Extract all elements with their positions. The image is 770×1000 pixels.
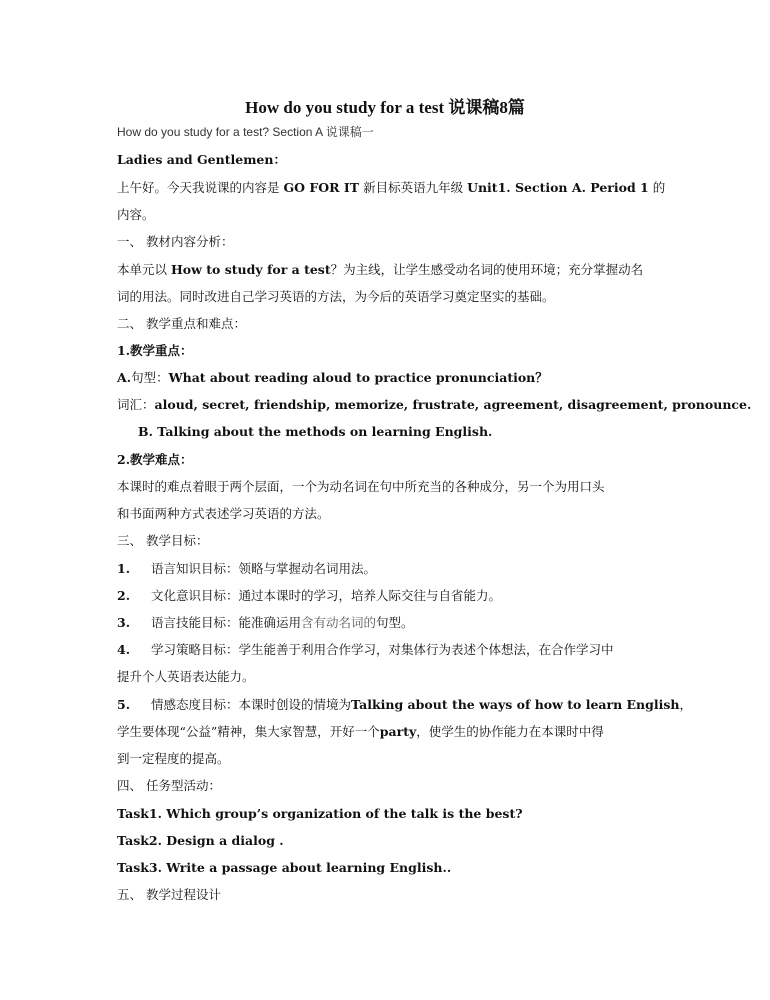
section-1-line-1: [117, 262, 643, 278]
sentence-pattern-line: [117, 370, 548, 386]
vocab-label: 词汇：: [117, 397, 155, 412]
goal-number: 1.: [117, 561, 131, 576]
section-heading-3: 三、 教学目标：: [117, 533, 209, 548]
intro-text: 上午好。今天我说课的内容是: [117, 180, 280, 195]
goal-text: 情感态度目标：本课时创设的情境为: [151, 697, 352, 712]
section-1-text: ？为主线，让学生感受动名词的使用环境；充分掌握动名: [330, 262, 644, 277]
goal-text: 语言技能目标：能准确运用: [151, 615, 302, 630]
difficult-points-line-1: 本课时的难点着眼于两个层面，一个为动名词在句中所充当的各种成分，另一个为用口头: [117, 479, 605, 494]
goal-item-1: [117, 561, 376, 577]
intro-text: 新目标英语九年级: [363, 180, 464, 195]
vocabulary-list: aloud, secret, friendship, memorize, frustrate, agreement, disagreement, pronounce.: [154, 397, 752, 412]
goal-item-4-cont: 提升个人英语表达能力。: [117, 669, 255, 684]
item-label: A.: [117, 370, 132, 385]
goal-item-2: [117, 588, 501, 604]
goal-text: 句型。: [376, 615, 414, 630]
section-heading-1: 一、 教材内容分析：: [117, 234, 234, 249]
task-3: Task3. Write a passage about learning English..: [117, 860, 452, 875]
vocabulary-line: [117, 397, 751, 413]
difficult-points-heading: 2.教学难点：: [117, 452, 193, 467]
goal-text: 学生要体现“公益”精神，集大家智慧，开好一个: [117, 724, 380, 739]
goal-text: 语言知识目标：领略与掌握动名词用法。: [151, 561, 377, 576]
item-text: 句型：: [131, 370, 169, 385]
greeting: Ladies and Gentlemen：: [117, 152, 286, 167]
goal-text: 文化意识目标：通过本课时的学习，培养人际交往与自省能力。: [151, 588, 502, 603]
party-word: party: [379, 724, 417, 739]
situation-title: Talking about the ways of how to learn English: [351, 697, 680, 712]
intro-line-1: [117, 180, 665, 196]
section-heading-2: 二、 教学重点和难点：: [117, 316, 246, 331]
goal-item-5-cont-2: 到一定程度的提高。: [117, 751, 230, 766]
goal-text: 含有动名词的: [301, 615, 377, 630]
goal-item-4: [117, 642, 614, 658]
goal-text: 学习策略目标：学生能善于利用合作学习，对集体行为表述个体想法，在合作学习中: [151, 642, 614, 657]
goal-number: 3.: [117, 615, 131, 630]
goal-text: ，使学生的协作能力在本课时中得: [416, 724, 604, 739]
goal-number: 2.: [117, 588, 131, 603]
document-title: How do you study for a test 说课稿8篇: [245, 98, 525, 117]
section-1-text: 本单元以: [117, 262, 168, 277]
intro-line-2: 内容。: [117, 207, 155, 222]
goal-item-5: [117, 697, 692, 713]
sentence-pattern: What about reading aloud to practice pronunciation？: [168, 370, 548, 385]
goal-item-5-cont-1: [117, 724, 604, 740]
topic-line-b: B. Talking about the methods on learning English.: [138, 424, 493, 439]
section-1-line-2: 词的用法。同时改进自己学习英语的方法，为今后的英语学习奠定坚实的基础。: [117, 289, 555, 304]
task-2: Task2. Design a dialog .: [117, 833, 284, 848]
textbook-name: GO FOR IT: [283, 180, 360, 195]
goal-number: 4.: [117, 642, 131, 657]
key-points-heading: 1.教学重点：: [117, 343, 193, 358]
unit-topic: How to study for a test: [171, 262, 331, 277]
intro-text: 的: [652, 180, 666, 195]
document-subtitle: How do you study for a test? Section A 说课稿一: [117, 125, 374, 139]
goal-item-3: [117, 615, 414, 631]
task-1: Task1. Which group’s organization of the talk is the best?: [117, 806, 523, 821]
goal-number: 5.: [117, 697, 131, 712]
unit-reference: Unit1. Section A. Period 1: [467, 180, 649, 195]
difficult-points-line-2: 和书面两种方式表述学习英语的方法。: [117, 506, 330, 521]
section-heading-4: 四、 任务型活动：: [117, 778, 221, 793]
goal-text: ，: [679, 697, 693, 712]
section-heading-5: 五、 教学过程设计: [117, 887, 221, 902]
